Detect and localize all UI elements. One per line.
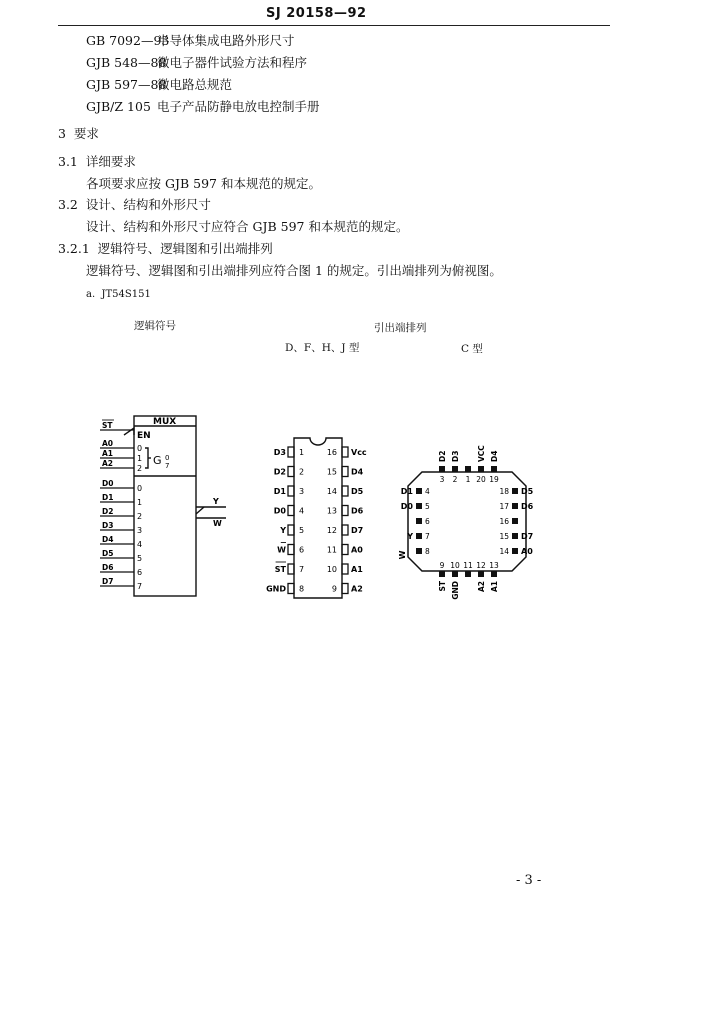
c-pin-pad	[491, 571, 497, 577]
dip-pin-pad	[288, 486, 294, 496]
c-pin-pad	[416, 533, 422, 539]
dip-pin-pad	[342, 584, 348, 594]
mux-select-group: G	[153, 454, 162, 467]
c-pin-pad	[465, 571, 471, 577]
dip-pin-pad	[342, 545, 348, 555]
dip-pin-pad	[288, 447, 294, 457]
c-top-pins	[438, 445, 499, 484]
dip-pin-name: D6	[351, 506, 364, 516]
part-number: JT54S151	[101, 289, 151, 300]
reference-title: 电子产品防静电放电控制手册	[157, 99, 320, 114]
dip-pin-number: 3	[299, 487, 305, 496]
header-rule	[58, 25, 610, 26]
document-number: SJ 20158—92	[266, 6, 367, 21]
c-pin-name: A1	[490, 581, 499, 593]
c-pin-pad	[512, 533, 518, 539]
c-pin-pad	[452, 571, 458, 577]
mux-input-label: A2	[102, 459, 114, 468]
mux-input-label: D1	[102, 493, 114, 502]
mux-input-label: ST	[102, 421, 113, 430]
section-title: 要求	[73, 126, 99, 141]
c-pin-pad	[439, 466, 445, 472]
mux-input-label: D3	[102, 521, 114, 530]
reference-title: 半导体集成电路外形尺寸	[157, 33, 295, 48]
mux-logic-symbol	[96, 410, 241, 600]
c-pin-name: D3	[451, 450, 460, 462]
c-pin-number: 5	[425, 502, 430, 511]
dip-pin-number: 6	[299, 545, 305, 555]
dip-pin-number: 4	[299, 506, 305, 516]
c-package-pinout	[395, 440, 540, 600]
c-pin-name: ST	[438, 581, 447, 592]
dip-pin-name: GND	[266, 584, 286, 594]
reference-code: GJB 548—88	[86, 55, 167, 70]
reference-item	[86, 31, 295, 49]
mux-select-range-bottom: 7	[165, 462, 170, 470]
dip-pin-number: 7	[299, 565, 305, 574]
reference-item	[86, 53, 307, 71]
c-pin-number: 8	[425, 547, 430, 556]
mux-output-y: Y	[213, 497, 219, 506]
mux-input-pin: 0	[137, 484, 143, 493]
mux-title: MUX	[153, 417, 177, 427]
c-pin-pad	[478, 571, 484, 577]
c-pin-pad	[416, 548, 422, 554]
dip-pin-pad	[342, 467, 348, 477]
dip-pin-number: 11	[326, 545, 337, 555]
section-3-heading	[58, 124, 99, 142]
mux-input-label: A0	[102, 439, 114, 448]
section-number: 3.2.1	[58, 241, 90, 256]
c-pin-name: A0	[521, 547, 533, 556]
c-pin-pad	[452, 466, 458, 472]
dip-pin-pad	[342, 506, 348, 516]
dip-pin-number: 15	[326, 467, 337, 477]
dip-pin-name: ST	[274, 565, 286, 574]
c-pin-number: 20	[476, 475, 486, 484]
reference-code: GJB/Z 105	[86, 99, 151, 114]
mux-input-label: D5	[102, 549, 114, 558]
c-pin-name: D0	[400, 502, 413, 511]
mux-input-group	[100, 420, 142, 591]
c-pin-pad	[416, 503, 422, 509]
dip-pin-name: D7	[351, 526, 364, 535]
mux-input-label: D0	[102, 479, 114, 488]
c-pin-number: 12	[476, 561, 486, 570]
mux-body	[134, 416, 196, 596]
dip-pin-name: W	[277, 545, 286, 555]
pinout-caption: 引出端排列	[374, 322, 427, 334]
c-pin-number: 19	[489, 475, 499, 484]
c-pin-name: A2	[477, 581, 486, 593]
dip-pin-number: 2	[299, 467, 305, 477]
c-right-pins	[499, 487, 533, 556]
dip-package-caption: D、F、H、J 型	[285, 342, 360, 354]
c-pin-number: 15	[499, 532, 509, 541]
reference-title: 微电路总规范	[157, 77, 233, 92]
c-pin-number: 10	[450, 561, 460, 570]
mux-input-pin: 6	[137, 568, 143, 577]
dip-pin-name: D3	[273, 448, 286, 457]
c-pin-name: D1	[400, 487, 413, 496]
dip-pin-pad	[342, 525, 348, 535]
dip-pin-pad	[288, 467, 294, 477]
c-pin-number: 3	[439, 475, 445, 484]
c-pin-name: VCC	[477, 445, 486, 462]
c-pin-name: D4	[490, 450, 499, 462]
mux-input-label: A1	[102, 449, 114, 458]
dip-pin-name: A1	[351, 565, 363, 574]
c-pin-number: 9	[439, 561, 445, 570]
section-3-2-1-body: 逻辑符号、逻辑图和引出端排列应符合图 1 的规定。引出端排列为俯视图。	[86, 263, 502, 278]
mux-input-pin: 4	[137, 540, 143, 549]
dip-left-pins	[266, 447, 304, 594]
dip-pin-number: 16	[326, 448, 337, 457]
reference-code: GJB 597—88	[86, 77, 167, 92]
dip-pin-pad	[342, 486, 348, 496]
mux-input-pin: 1	[137, 454, 143, 463]
dip-pin-pad	[342, 447, 348, 457]
section-3-2-body: 设计、结构和外形尺寸应符合 GJB 597 和本规范的规定。	[86, 219, 409, 234]
c-pin-pad	[512, 503, 518, 509]
figure-item-label	[86, 289, 151, 300]
c-pin-pad	[491, 466, 497, 472]
dip-pin-name: D0	[273, 506, 286, 516]
c-pin-number: 1	[465, 475, 471, 484]
mux-input-label: D7	[102, 577, 114, 586]
c-package-caption: C 型	[461, 343, 483, 355]
mux-input-pin: 0	[137, 444, 143, 453]
c-pin-name: W	[398, 550, 407, 560]
dip-pin-number: 12	[326, 526, 337, 535]
figure-item-marker: a.	[86, 289, 96, 300]
mux-input-pin: 2	[137, 512, 143, 521]
mux-input-pin: 3	[137, 526, 143, 535]
mux-input-pin: 2	[137, 464, 143, 473]
c-pin-name: D7	[521, 532, 534, 541]
dip-pin-number: 1	[299, 448, 305, 457]
c-pin-number: 14	[499, 547, 509, 556]
mux-input-label: D4	[102, 535, 114, 544]
c-pin-number: 4	[425, 487, 430, 496]
c-pin-name: Y	[407, 532, 413, 541]
c-pin-pad	[416, 518, 422, 524]
section-number: 3.1	[58, 154, 78, 169]
c-pin-pad	[512, 548, 518, 554]
dip-pin-name: Y	[280, 526, 286, 535]
dip-pin-name: D2	[273, 467, 286, 477]
section-3-2-1-heading	[58, 239, 273, 257]
c-left-pins	[398, 487, 430, 559]
mux-output-w: W	[213, 519, 222, 528]
dip-pin-number: 10	[326, 565, 337, 574]
section-3-1-body: 各项要求应按 GJB 597 和本规范的规定。	[86, 176, 321, 191]
section-3-2-heading	[58, 195, 211, 213]
page-number: - 3 -	[516, 873, 542, 888]
section-title: 详细要求	[85, 154, 136, 169]
c-pin-number: 2	[452, 475, 458, 484]
c-bottom-pins	[438, 561, 499, 600]
dip-pinout	[257, 430, 382, 600]
dip-pin-name: D5	[351, 487, 364, 496]
section-title: 设计、结构和外形尺寸	[85, 197, 211, 212]
dip-pin-name: D4	[351, 467, 364, 477]
dip-pin-pad	[288, 584, 294, 594]
c-pin-name: D6	[521, 502, 534, 511]
section-3-1-heading	[58, 152, 136, 170]
c-pin-name: D5	[521, 487, 534, 496]
dip-pin-number: 8	[299, 584, 305, 594]
reference-code: GB 7092—93	[86, 33, 170, 48]
c-pin-number: 16	[499, 517, 509, 526]
mux-input-label: D6	[102, 563, 114, 572]
c-pin-pad	[465, 466, 471, 472]
c-pin-number: 6	[425, 517, 430, 526]
c-pin-number: 7	[425, 532, 430, 541]
mux-select-range-top: 0	[165, 454, 170, 462]
c-pin-pad	[512, 488, 518, 494]
c-pin-number: 11	[463, 561, 473, 570]
c-pin-pad	[478, 466, 484, 472]
dip-pin-name: A0	[351, 545, 363, 555]
dip-pin-pad	[288, 506, 294, 516]
dip-pin-name: D1	[273, 487, 286, 496]
reference-title: 微电子器件试验方法和程序	[157, 55, 308, 70]
mux-input-pin: 7	[137, 582, 143, 591]
mux-input-pin: 1	[137, 498, 143, 507]
dip-pin-pad	[342, 564, 348, 574]
mux-input-label: D2	[102, 507, 114, 516]
dip-pin-number: 14	[326, 487, 337, 496]
dip-pin-name: A2	[351, 584, 363, 594]
c-pin-pad	[512, 518, 518, 524]
dip-pin-pad	[288, 545, 294, 555]
reference-item	[86, 75, 232, 93]
dip-pin-number: 9	[331, 584, 337, 594]
dip-right-pins	[327, 447, 367, 594]
c-pin-number: 18	[499, 487, 509, 496]
reference-item	[86, 97, 320, 115]
dip-pin-pad	[288, 525, 294, 535]
dip-pin-name: Vcc	[351, 448, 367, 457]
c-pin-number: 17	[499, 502, 509, 511]
dip-package-outline	[294, 438, 342, 598]
c-pin-name: D2	[438, 450, 447, 462]
c-pin-pad	[439, 571, 445, 577]
dip-pin-number: 5	[299, 526, 305, 535]
section-title: 逻辑符号、逻辑图和引出端排列	[97, 241, 273, 256]
section-number: 3	[58, 126, 66, 141]
c-pin-pad	[416, 488, 422, 494]
mux-input-pin: 5	[137, 554, 143, 563]
c-pin-number: 13	[489, 561, 499, 570]
section-number: 3.2	[58, 197, 78, 212]
dip-pin-number: 13	[326, 506, 337, 516]
dip-pin-pad	[288, 564, 294, 574]
mux-enable-label: EN	[137, 431, 151, 441]
c-pin-name: GND	[451, 581, 460, 600]
logic-symbol-caption: 逻辑符号	[134, 320, 176, 332]
